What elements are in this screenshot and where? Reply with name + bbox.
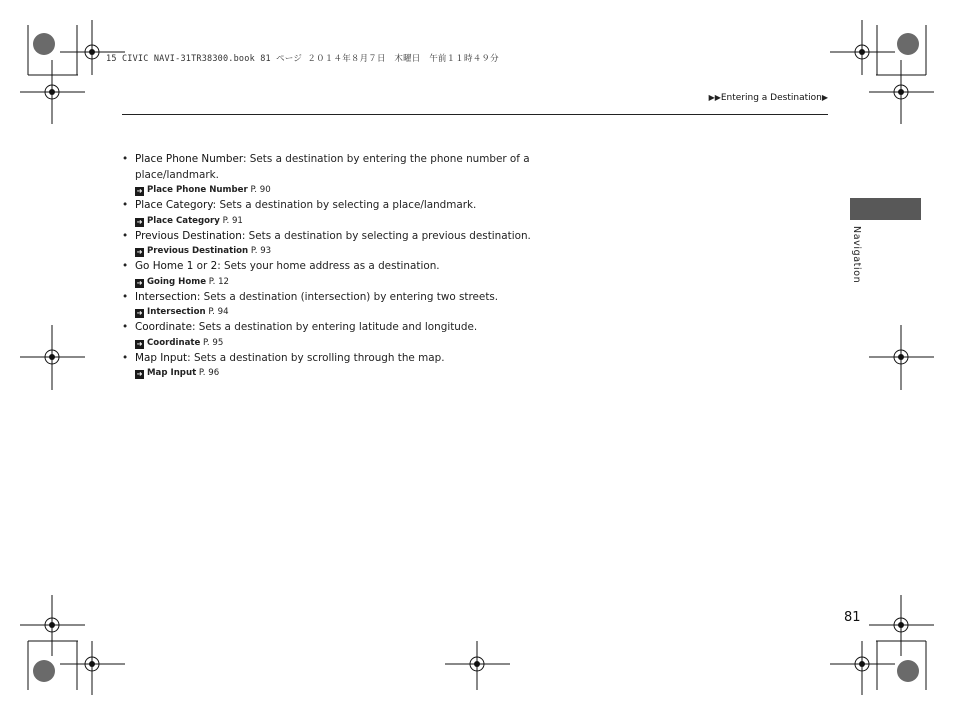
list-item-place-phone-number [122, 152, 552, 183]
cross-reference[interactable] [122, 275, 552, 290]
reference-title[interactable]: Place Category [147, 215, 220, 226]
reference-title[interactable]: Map Input [147, 368, 197, 378]
item-description: : Sets a destination by entering latitude and longitude. [191, 321, 478, 333]
item-description: : Sets a destination (intersection) by entering two streets. [196, 290, 499, 303]
list-item-map-input [122, 351, 552, 367]
reference-title[interactable]: Coordinate [147, 337, 201, 348]
reference-page[interactable]: P. 96 [198, 368, 220, 378]
item-term: Place Phone Number [135, 153, 243, 165]
side-tab [850, 198, 921, 220]
reference-arrow-icon: ➜ [136, 248, 143, 256]
list-item-place-category [122, 198, 552, 214]
breadcrumb-title[interactable]: Entering a Destination [720, 93, 822, 103]
side-tab-label: Navigation [851, 226, 862, 284]
bullet-icon: • [122, 199, 129, 211]
cross-reference[interactable] [122, 366, 552, 381]
cross-reference[interactable] [122, 183, 552, 198]
item-description: : Sets a destination by scrolling through the map. [187, 351, 445, 364]
cross-reference[interactable] [122, 244, 552, 259]
bullet-icon: • [122, 290, 129, 303]
item-term: Go Home 1 [135, 260, 194, 272]
item-description: : Sets a destination by selecting a place/landmark. [212, 199, 477, 211]
page-number: 81 [844, 610, 861, 625]
reference-page[interactable]: P. 90 [250, 185, 271, 195]
reference-page[interactable]: P. 12 [208, 276, 230, 287]
reference-page[interactable]: P. 91 [222, 215, 243, 226]
breadcrumb [709, 93, 828, 103]
item-term: Intersection [135, 290, 197, 303]
reference-arrow-icon: ➜ [136, 339, 143, 348]
reference-title[interactable]: Going Home [147, 276, 207, 287]
reference-arrow-icon: ➜ [136, 278, 143, 287]
list-item-go-home [122, 259, 552, 275]
bullet-icon: • [122, 321, 129, 333]
item-description: : Sets your home address as a destination. [217, 260, 440, 272]
reference-title[interactable]: Place Phone Number [147, 185, 248, 195]
cross-reference[interactable] [122, 336, 552, 351]
item-term: Coordinate [135, 321, 192, 333]
reference-arrow-icon: ➜ [136, 370, 143, 378]
cross-reference[interactable] [122, 214, 552, 229]
reference-title[interactable]: Intersection [147, 307, 206, 317]
reference-page[interactable]: P. 95 [203, 337, 224, 348]
header-rule [122, 114, 828, 115]
item-description: : Sets a destination by selecting a previous destination. [241, 229, 531, 242]
cross-reference[interactable] [122, 305, 552, 320]
item-term-alt: 2 [210, 260, 218, 272]
list-item-previous-destination [122, 229, 552, 245]
breadcrumb-next-icon: ▶ [821, 93, 828, 102]
item-term: Map Input [135, 351, 188, 364]
list-item-coordinate [122, 320, 552, 336]
item-term: Previous Destination [135, 229, 242, 242]
item-separator: or [193, 260, 211, 272]
item-term: Place Category [135, 199, 213, 211]
reference-title[interactable]: Previous Destination [147, 246, 249, 256]
bullet-icon: • [122, 153, 129, 165]
reference-arrow-icon: ➜ [136, 309, 143, 317]
item-description: : Sets a destination by entering the phone number of a place/landmark. [135, 153, 530, 181]
bullet-icon: • [122, 260, 129, 272]
bullet-icon: • [122, 351, 129, 364]
print-header: 15 CIVIC NAVI-31TR38300.book 81 ページ ２０１４年８月７日 木曜日 午前１１時４９分 [106, 54, 499, 64]
breadcrumb-arrows-icon: ▶▶ [708, 93, 721, 102]
reference-page[interactable]: P. 94 [208, 307, 229, 317]
destination-options-list [122, 152, 552, 381]
reference-arrow-icon: ➜ [136, 187, 143, 195]
list-item-intersection [122, 290, 552, 306]
reference-page[interactable]: P. 93 [250, 246, 272, 256]
bullet-icon: • [122, 229, 129, 242]
reference-arrow-icon: ➜ [136, 217, 143, 226]
